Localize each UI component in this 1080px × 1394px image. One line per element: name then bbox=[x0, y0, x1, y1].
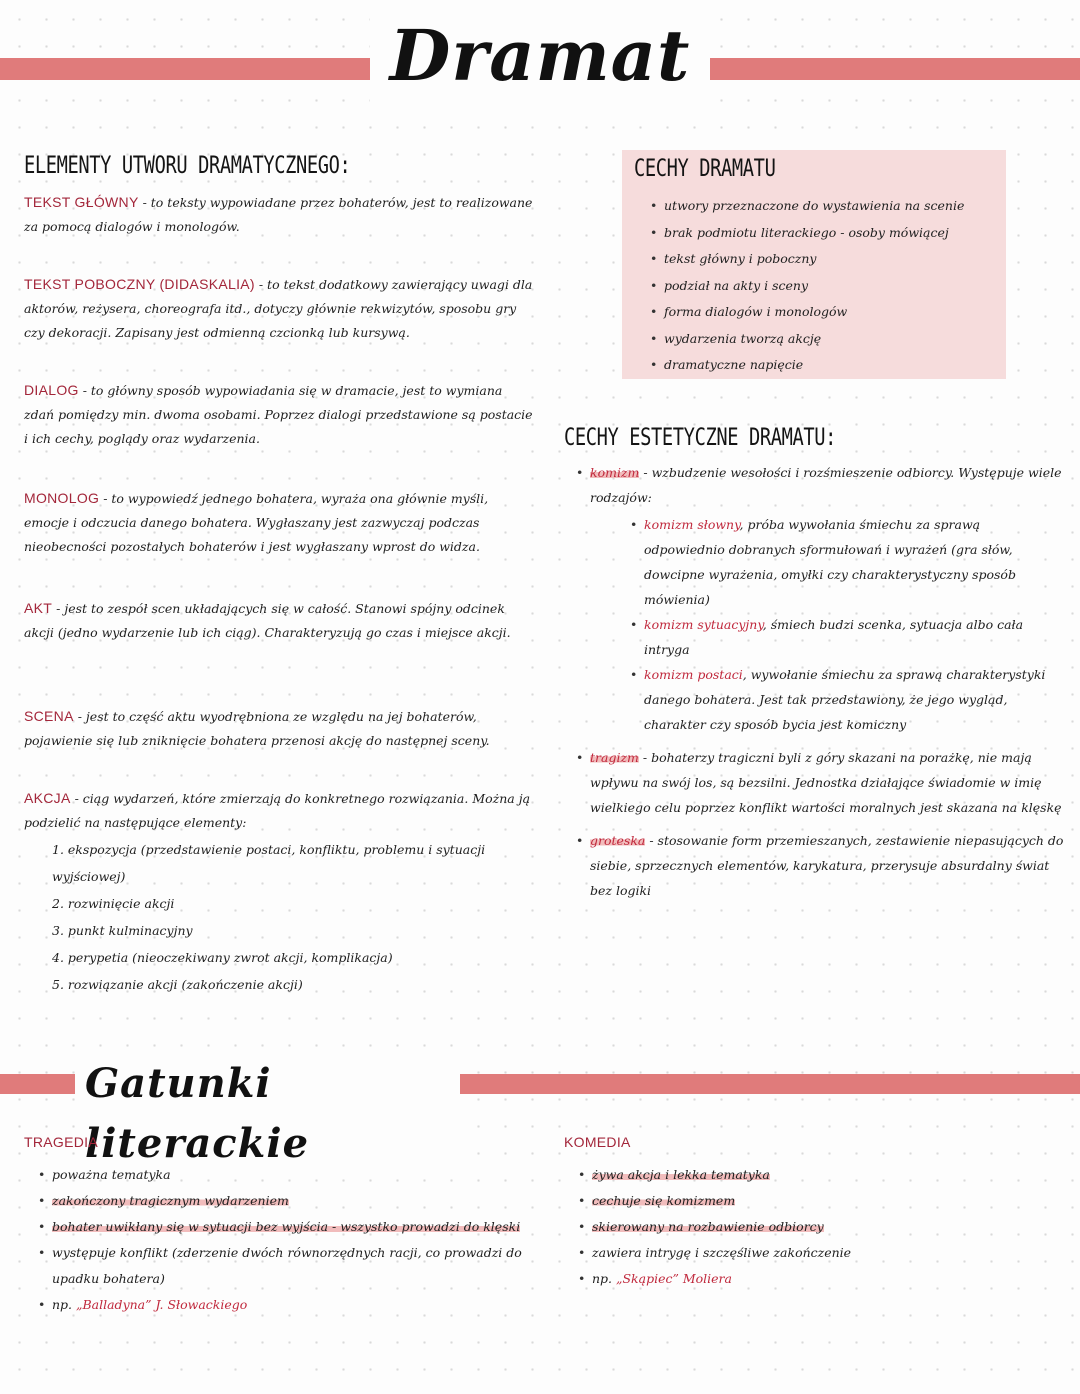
komedia-label: KOMEDIA bbox=[564, 1134, 631, 1150]
aesthetic-komizm bbox=[574, 460, 1064, 737]
genres-band-right bbox=[450, 1074, 1080, 1094]
feature-item: • dramatyczne napięcie bbox=[648, 352, 998, 379]
komizm-text: - wzbudzenie wesołości i rozśmieszenie odbiorcy. Występuje wiele rodzajów: bbox=[590, 465, 1062, 505]
element-akt bbox=[24, 596, 534, 645]
element-term: SCENA bbox=[24, 708, 74, 724]
tragedia-item-text: zakończony tragicznym wydarzeniem bbox=[52, 1193, 289, 1208]
genres-band-left bbox=[0, 1074, 80, 1094]
komedia-item bbox=[576, 1214, 1056, 1240]
komedia-list bbox=[576, 1162, 1056, 1292]
akcja-step: 3. punkt kulminacyjny bbox=[52, 923, 193, 938]
feature-item: • utwory przeznaczone do wystawienia na scenie bbox=[648, 193, 998, 220]
element-definition: - to teksty wypowiadane przez bohaterów, jest to realizowane za pomocą dialogów i monologów. bbox=[24, 195, 533, 234]
tragedia-item bbox=[36, 1188, 536, 1214]
komedia-item-text: skierowany na rozbawienie odbiorcy bbox=[592, 1219, 824, 1234]
element-monolog bbox=[24, 486, 534, 559]
features-heading: CECHY DRAMATU bbox=[634, 154, 776, 182]
feature-item: • tekst główny i poboczny bbox=[648, 246, 998, 273]
features-list bbox=[648, 193, 998, 379]
example-title: „Balladyna” J. Słowackiego bbox=[76, 1297, 248, 1312]
feature-item: • brak podmiotu literackiego - osoby mówiącej bbox=[648, 220, 998, 247]
komedia-item bbox=[576, 1188, 1056, 1214]
groteska-term: groteska bbox=[590, 833, 646, 848]
akcja-step: 4. perypetia (nieoczekiwany zwrot akcji, komplikacja) bbox=[52, 950, 393, 965]
komizm-type-text: , śmiech budzi scenka, sytuacja albo cała intryga bbox=[644, 617, 1024, 657]
element-term: DIALOG bbox=[24, 382, 79, 398]
komizm-term: komizm bbox=[590, 465, 640, 480]
example-prefix: np. bbox=[52, 1297, 76, 1312]
element-term: AKCJA bbox=[24, 790, 71, 806]
elements-heading: ELEMENTY UTWORU DRAMATYCZNEGO: bbox=[24, 151, 351, 179]
komizm-type bbox=[628, 612, 1064, 662]
aesthetic-list bbox=[574, 460, 1064, 903]
komizm-types bbox=[628, 512, 1064, 737]
element-scena bbox=[24, 704, 534, 753]
komedia-item-text: żywa akcja i lekka tematyka bbox=[592, 1167, 770, 1182]
komizm-type bbox=[628, 512, 1064, 612]
element-term: TEKST POBOCZNY (DIDASKALIA) bbox=[24, 276, 255, 292]
element-tekst-glowny bbox=[24, 190, 534, 239]
komizm-type-term: komizm sytuacyjny bbox=[644, 617, 763, 632]
element-term: TEKST GŁÓWNY bbox=[24, 194, 139, 210]
page-title: Dramat bbox=[370, 10, 710, 102]
example-title: „Skąpiec” Moliera bbox=[616, 1271, 732, 1286]
akcja-step: 5. rozwiązanie akcji (zakończenie akcji) bbox=[52, 977, 303, 992]
komedia-item: • zawiera intrygę i szczęśliwe zakończenie bbox=[576, 1240, 1056, 1266]
komizm-type-text: , próba wywołania śmiechu za sprawą odpowiednio dobranych sformułowań i wyrażeń (gra słów, dowcipne wyrażenia, omyłki czy charakterystyczny sposób mówienia) bbox=[644, 517, 1016, 607]
tragedia-list bbox=[36, 1162, 536, 1318]
groteska-text: - stosowanie form przemieszanych, zestawienie niepasujących do siebie, sprzecznych elementów, karykatura, przerysuje absurdalny świat bez logiki bbox=[590, 833, 1064, 898]
element-tekst-poboczny bbox=[24, 272, 534, 345]
element-definition: - ciąg wydarzeń, które zmierzają do konkretnego rozwiązania. Można ją podzielić na następujące elementy: bbox=[24, 791, 531, 830]
komedia-item bbox=[576, 1162, 1056, 1188]
aesthetic-heading: CECHY ESTETYCZNE DRAMATU: bbox=[564, 423, 837, 451]
komedia-example bbox=[576, 1266, 1056, 1292]
element-definition: - to główny sposób wypowiadania się w dramacie, jest to wymiana zdań pomiędzy min. dwoma osobami. Poprzez dialogi przedstawione są postacie i ich cechy, poglądy oraz wydarzenia. bbox=[24, 383, 533, 446]
akcja-step: 1. ekspozycja (przedstawienie postaci, konfliktu, problemu i sytuacji wyjściowej) bbox=[52, 842, 486, 884]
aesthetic-groteska bbox=[574, 828, 1064, 903]
example-prefix: np. bbox=[592, 1271, 616, 1286]
feature-item: • forma dialogów i monologów bbox=[648, 299, 998, 326]
tragizm-text: - bohaterzy tragiczni byli z góry skazani na porażkę, nie mają wpływu na swój los, są bezsilni. Jednostka działające świadomie w imię wielkiego celu poprzez konflikt wartości moralnych jest skazana na klęskę bbox=[590, 750, 1062, 815]
tragedia-item-text: bohater uwikłany się w sytuacji bez wyjścia - wszystko prowadzi do klęski bbox=[52, 1219, 521, 1234]
element-definition: - jest to zespół scen układających się w całość. Stanowi spójny odcinek akcji (jedno wydarzenie lub ich ciąg). Charakteryzują go czas i miejsce akcji. bbox=[24, 601, 511, 640]
komizm-type-term: komizm postaci bbox=[644, 667, 743, 682]
feature-item: • podział na akty i sceny bbox=[648, 273, 998, 300]
akcja-steps bbox=[52, 836, 542, 998]
komedia-item-text: cechuje się komizmem bbox=[592, 1193, 736, 1208]
tragedia-item: • poważna tematyka bbox=[36, 1162, 536, 1188]
feature-item: • wydarzenia tworzą akcję bbox=[648, 326, 998, 353]
tragedia-label: TRAGEDIA bbox=[24, 1134, 98, 1150]
genres-title: Gatunki literackie bbox=[75, 1054, 460, 1174]
element-definition: - to tekst dodatkowy zawierający uwagi dla aktorów, reżysera, choreografa itd., dotyczy głównie rekwizytów, sposobu gry czy dekoracji. Zapisany jest odmienną czcionką lub kursywą. bbox=[24, 277, 533, 340]
akcja-step: 2. rozwinięcie akcji bbox=[52, 896, 175, 911]
komizm-type-term: komizm słowny bbox=[644, 517, 740, 532]
aesthetic-tragizm bbox=[574, 745, 1064, 820]
element-term: AKT bbox=[24, 600, 53, 616]
tragedia-example bbox=[36, 1292, 536, 1318]
element-definition: - jest to część aktu wyodrębniona ze względu na jej bohaterów, pojawienie się lub zniknięcie bohatera przenosi akcję do następnej sceny. bbox=[24, 709, 490, 748]
tragizm-term: tragizm bbox=[590, 750, 639, 765]
tragedia-item: • występuje konflikt (zderzenie dwóch równorzędnych racji, co prowadzi do upadku bohatera) bbox=[36, 1240, 536, 1292]
komizm-type bbox=[628, 662, 1064, 737]
tragedia-item bbox=[36, 1214, 536, 1240]
element-akcja bbox=[24, 786, 534, 835]
element-dialog bbox=[24, 378, 534, 451]
element-term: MONOLOG bbox=[24, 490, 100, 506]
element-definition: - to wypowiedź jednego bohatera, wyraża ona głównie myśli, emocje i odczucia danego bohatera. Wygłaszany jest zazwyczaj podczas nieobecności pozostałych bohaterów i jest wygłaszany wprost do widza. bbox=[24, 491, 489, 554]
komizm-type-text: , wywołanie śmiechu za sprawą charakterystyki danego bohatera. Jest tak przedstawiony, że jego wygląd, charakter czy sposób bycia jest komiczny bbox=[644, 667, 1046, 732]
